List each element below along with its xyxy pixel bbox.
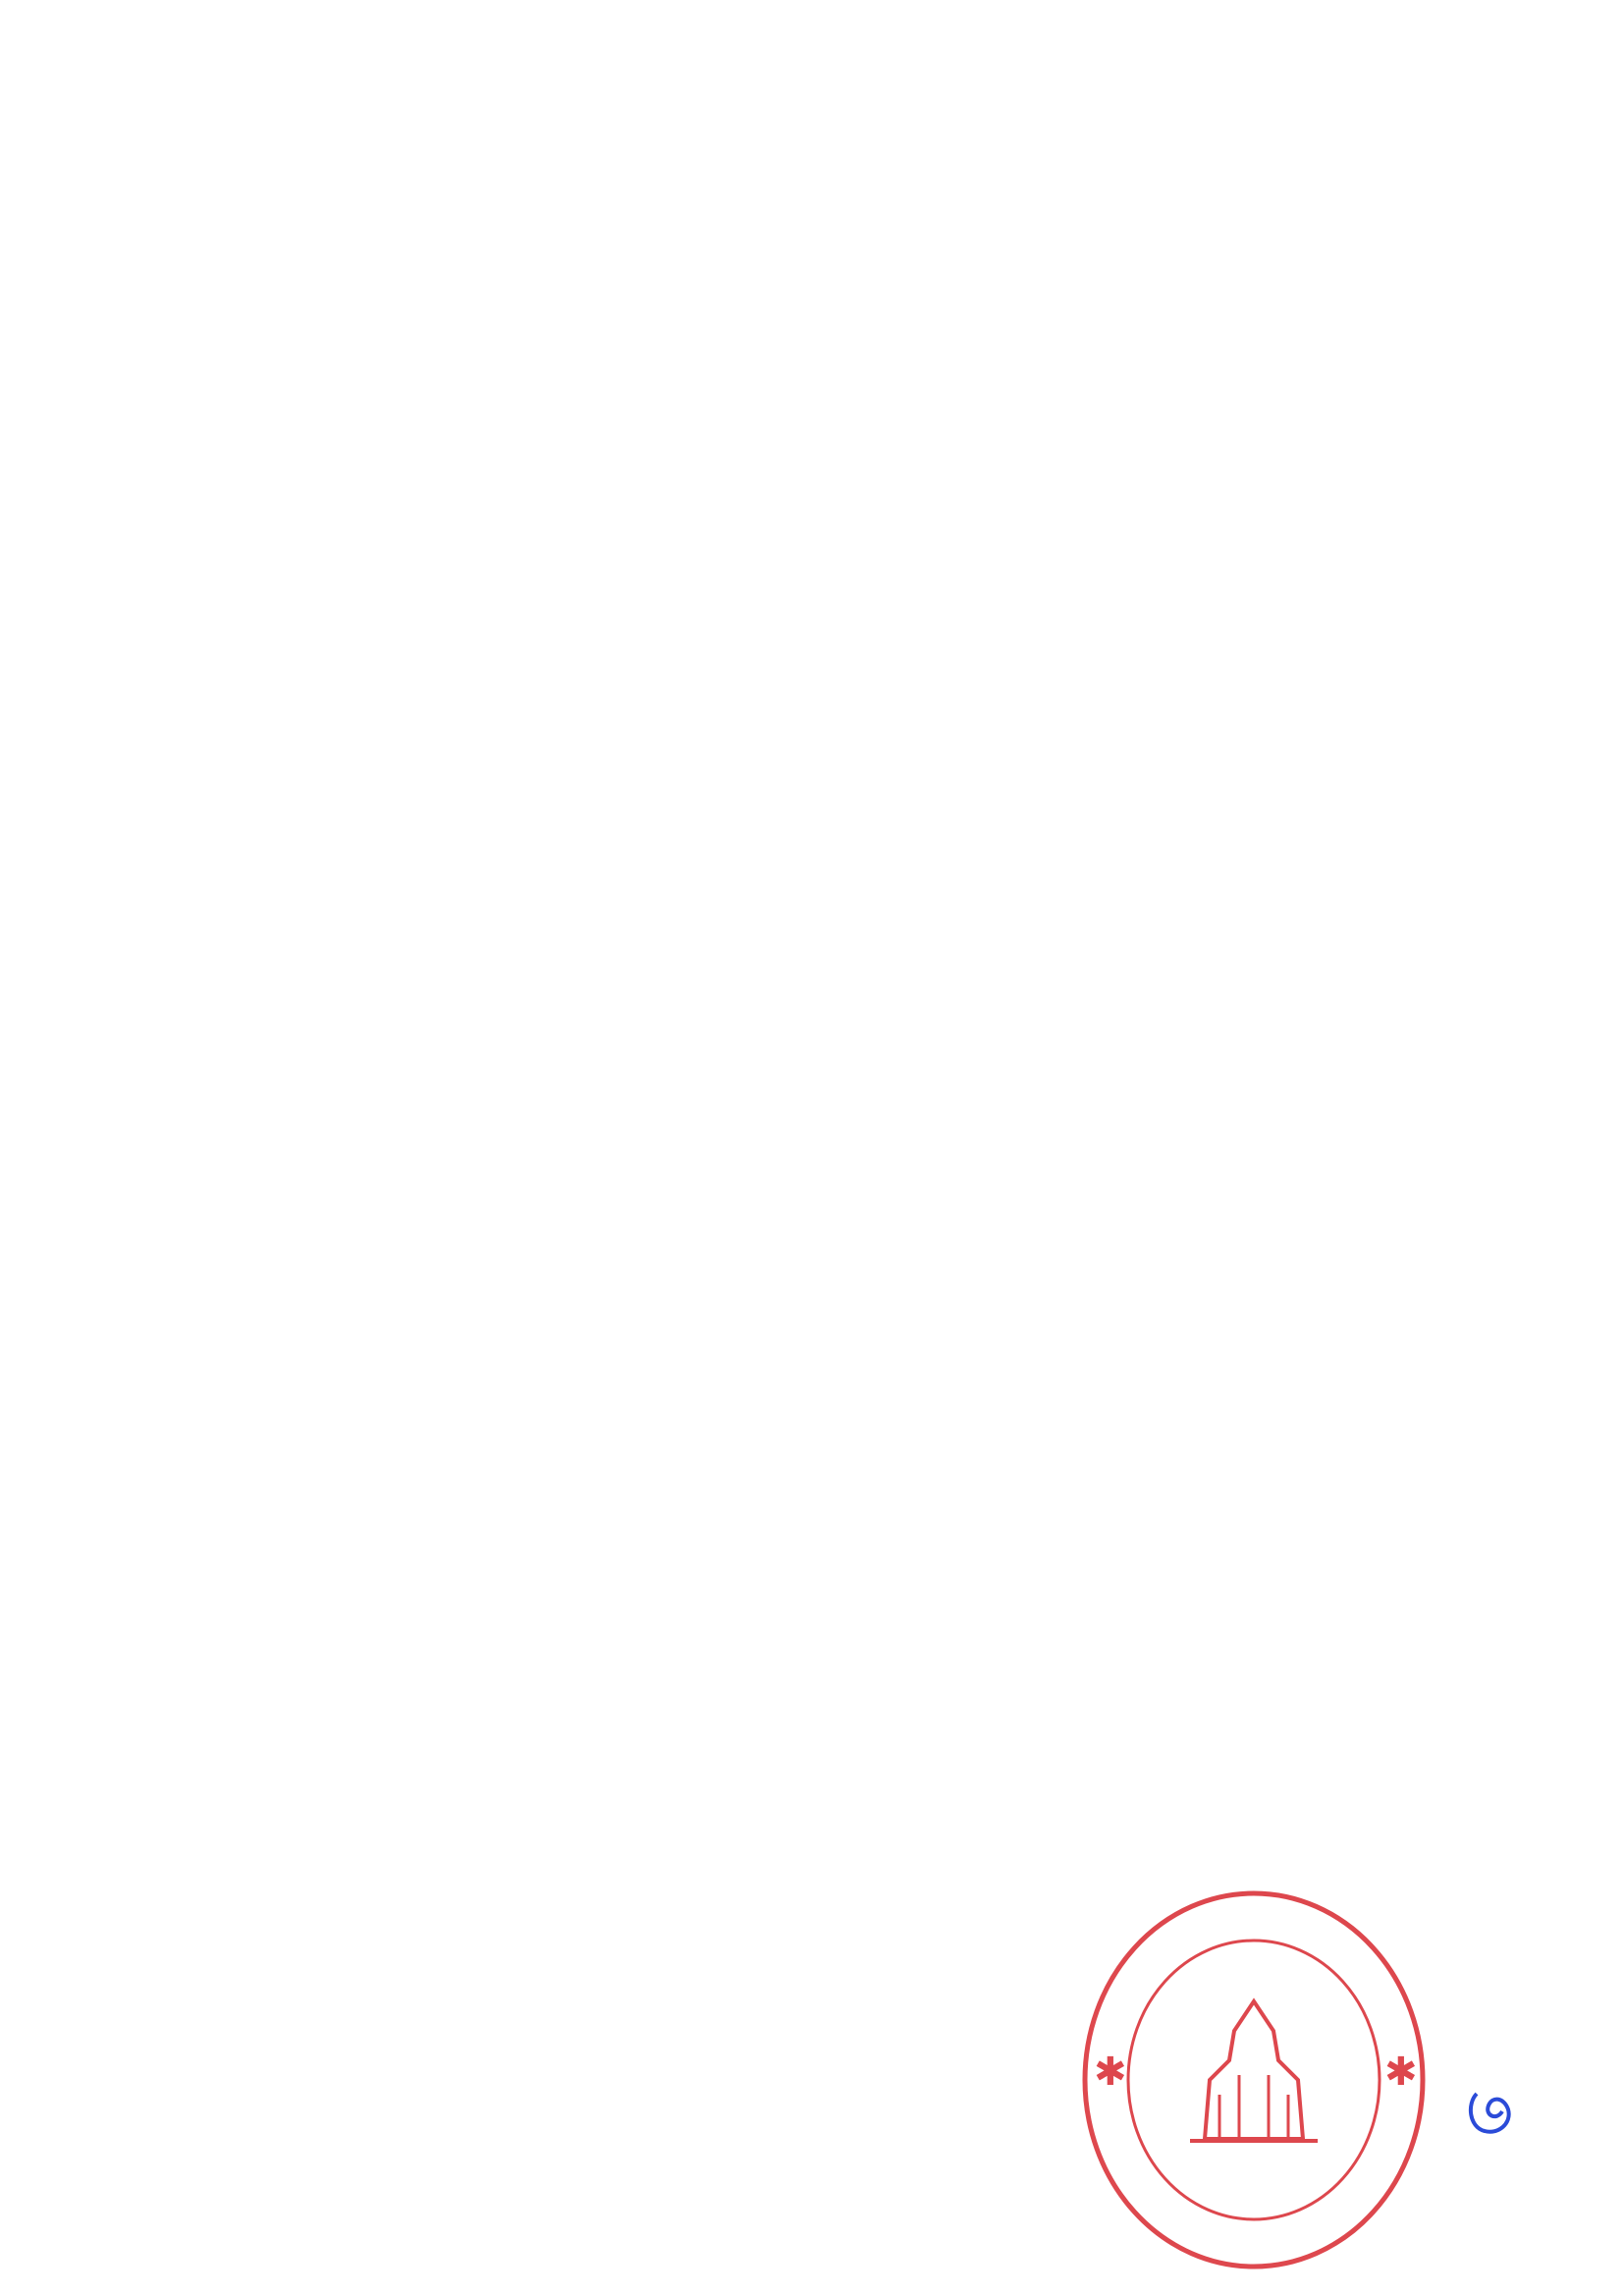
handwritten-page-mark <box>1463 2082 1522 2145</box>
svg-text:✱: ✱ <box>1384 2050 1418 2095</box>
official-seal <box>1072 1884 1435 2280</box>
svg-text:✱: ✱ <box>1094 2050 1127 2095</box>
